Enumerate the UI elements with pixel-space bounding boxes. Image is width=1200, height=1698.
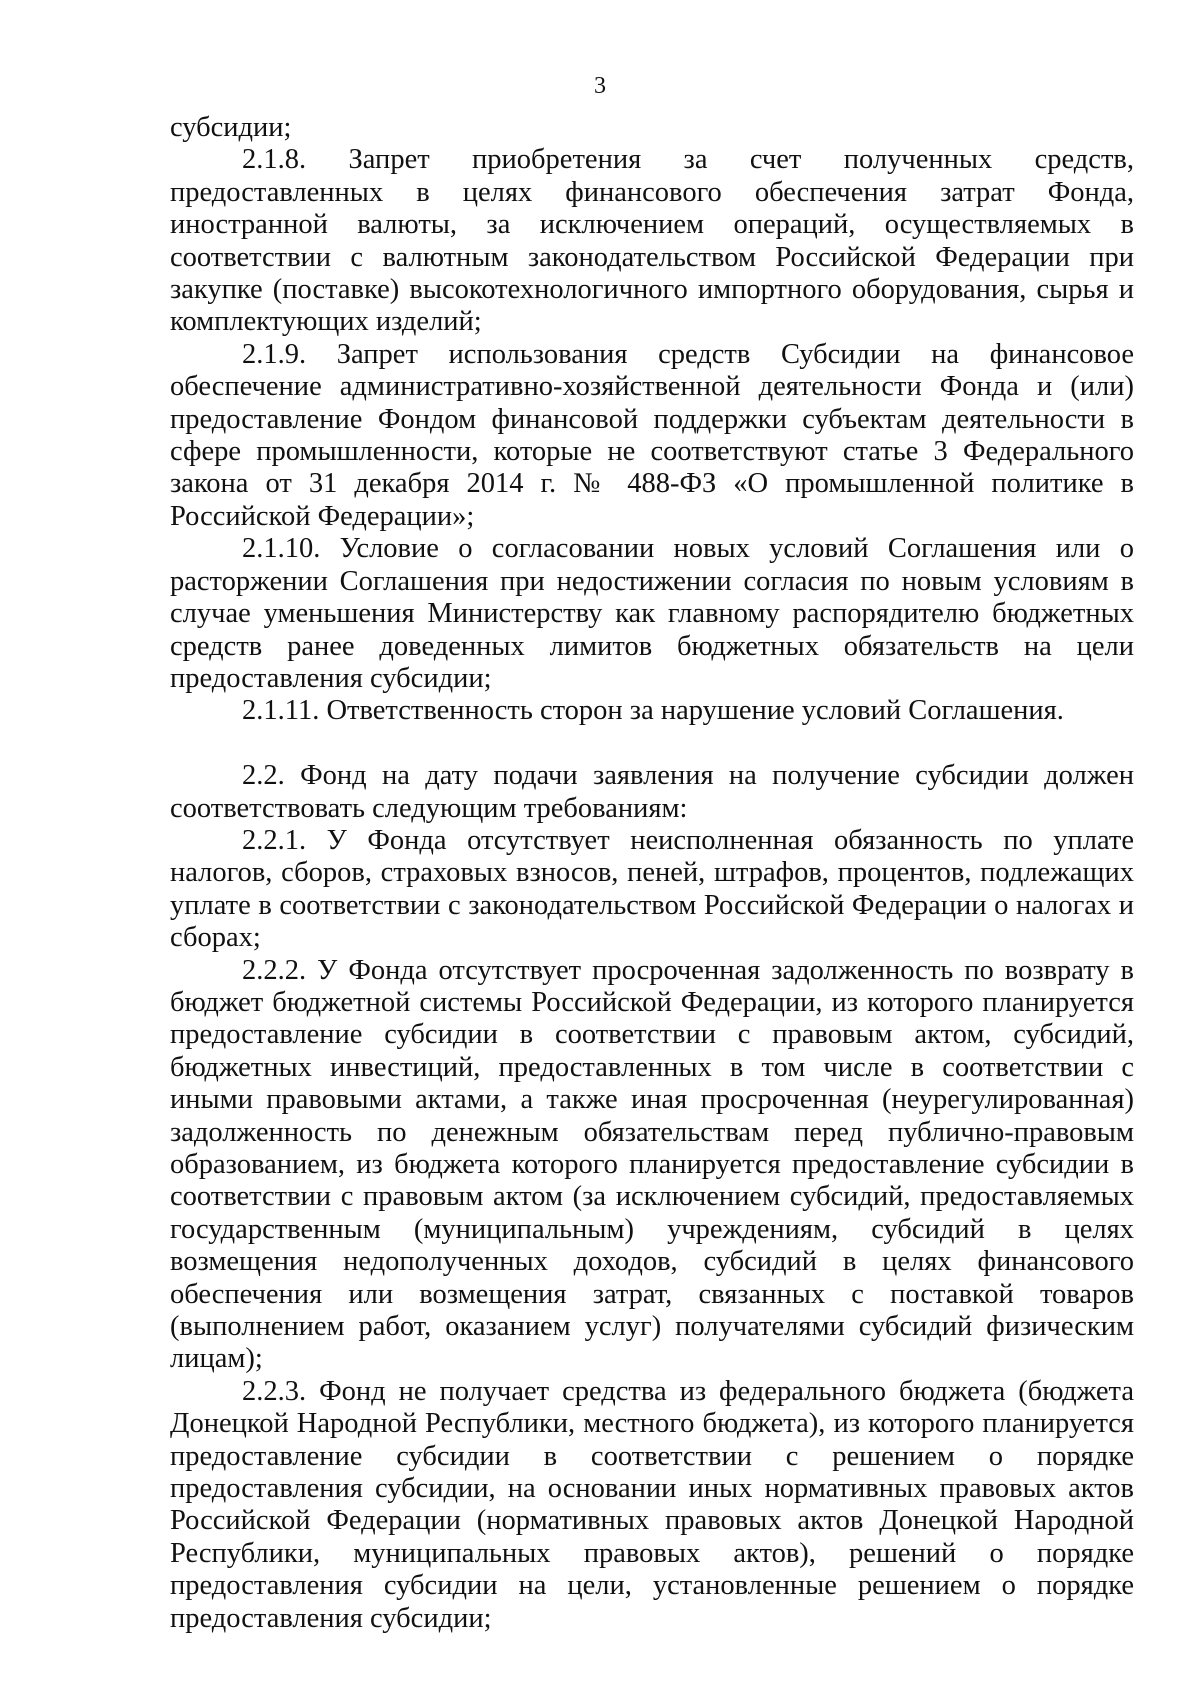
section-spacer xyxy=(170,728,1134,760)
paragraph-subsidy-end: субсидии; xyxy=(170,112,292,143)
paragraph-2-2-3: 2.2.3. Фонд не получает средства из федерального бюджета (бюджета Донецкой Народной Республики, местного бюджета), из которого планируется предоставление субсидии в соответствии с решением о порядке предоставления субсидии, на основании иных нормативных правовых актов Российской Федерации (нормативных правовых актов Донецкой Народной Республики, муниципальных правовых актов), решений о порядке предоставления субсидии на цели, установленные решением о порядке предоставления субсидии; xyxy=(170,1375,1134,1634)
paragraph-2-2-1: 2.2.1. У Фонда отсутствует неисполненная обязанность по уплате налогов, сборов, страховых взносов, пеней, штрафов, процентов, подлежащих уплате в соответствии с законодательством Российской Федерации о налогах и сборах; xyxy=(170,824,1134,954)
paragraph-2-2-2: 2.2.2. У Фонда отсутствует просроченная задолженность по возврату в бюджет бюджетной системы Российской Федерации, из которого планируется предоставление субсидии в соответствии с правовым актом, субсидий, бюджетных инвестиций, предоставленных в том числе в соответствии с иными правовыми актами, а также иная просроченная (неурегулированная) задолженность по денежным обязательствам перед публично-правовым образованием, из бюджета которого планируется предоставление субсидии в соответствии с правовым актом (за исключением субсидий, предоставляемых государственным (муниципальным) учреждениям, субсидий в целях возмещения недополученных доходов, субсидий в целях финансового обеспечения или возмещения затрат, связанных с поставкой товаров (выполнением работ, оказанием услуг) получателями субсидий физическим лицам); xyxy=(170,954,1134,1375)
page-number: 3 xyxy=(594,73,606,99)
paragraph-2-2: 2.2. Фонд на дату подачи заявления на получение субсидии должен соответствовать следующим требованиям: xyxy=(170,760,1134,824)
paragraph-2-1-9: 2.1.9. Запрет использования средств Субсидии на финансовое обеспечение административно-хозяйственной деятельности Фонда и (или) предоставление Фондом финансовой поддержки субъектам деятельности в сфере промышленности, которые не соответствуют статье 3 Федерального закона от 31 декабря 2014 г. № 488-ФЗ «О промышленной политике в Российской Федерации»; xyxy=(170,338,1134,532)
paragraph-2-1-10: 2.1.10. Условие о согласовании новых условий Соглашения или о расторжении Соглашения при недостижении согласия по новым условиям в случае уменьшения Министерству как главному распорядителю бюджетных средств ранее доведенных лимитов бюджетных обязательств на цели предоставления субсидии; xyxy=(170,533,1134,694)
paragraph-2-1-11: 2.1.11. Ответственность сторон за нарушение условий Соглашения. xyxy=(242,695,1064,727)
paragraph-2-1-8: 2.1.8. Запрет приобретения за счет полученных средств, предоставленных в целях финансового обеспечения затрат Фонда, иностранной валюты, за исключением операций, осуществляемых в соответствии с валютным законодательством Российской Федерации при закупке (поставке) высокотехнологичного импортного оборудования, сырья и комплектующих изделий; xyxy=(170,144,1134,338)
document-body xyxy=(170,112,1134,1635)
